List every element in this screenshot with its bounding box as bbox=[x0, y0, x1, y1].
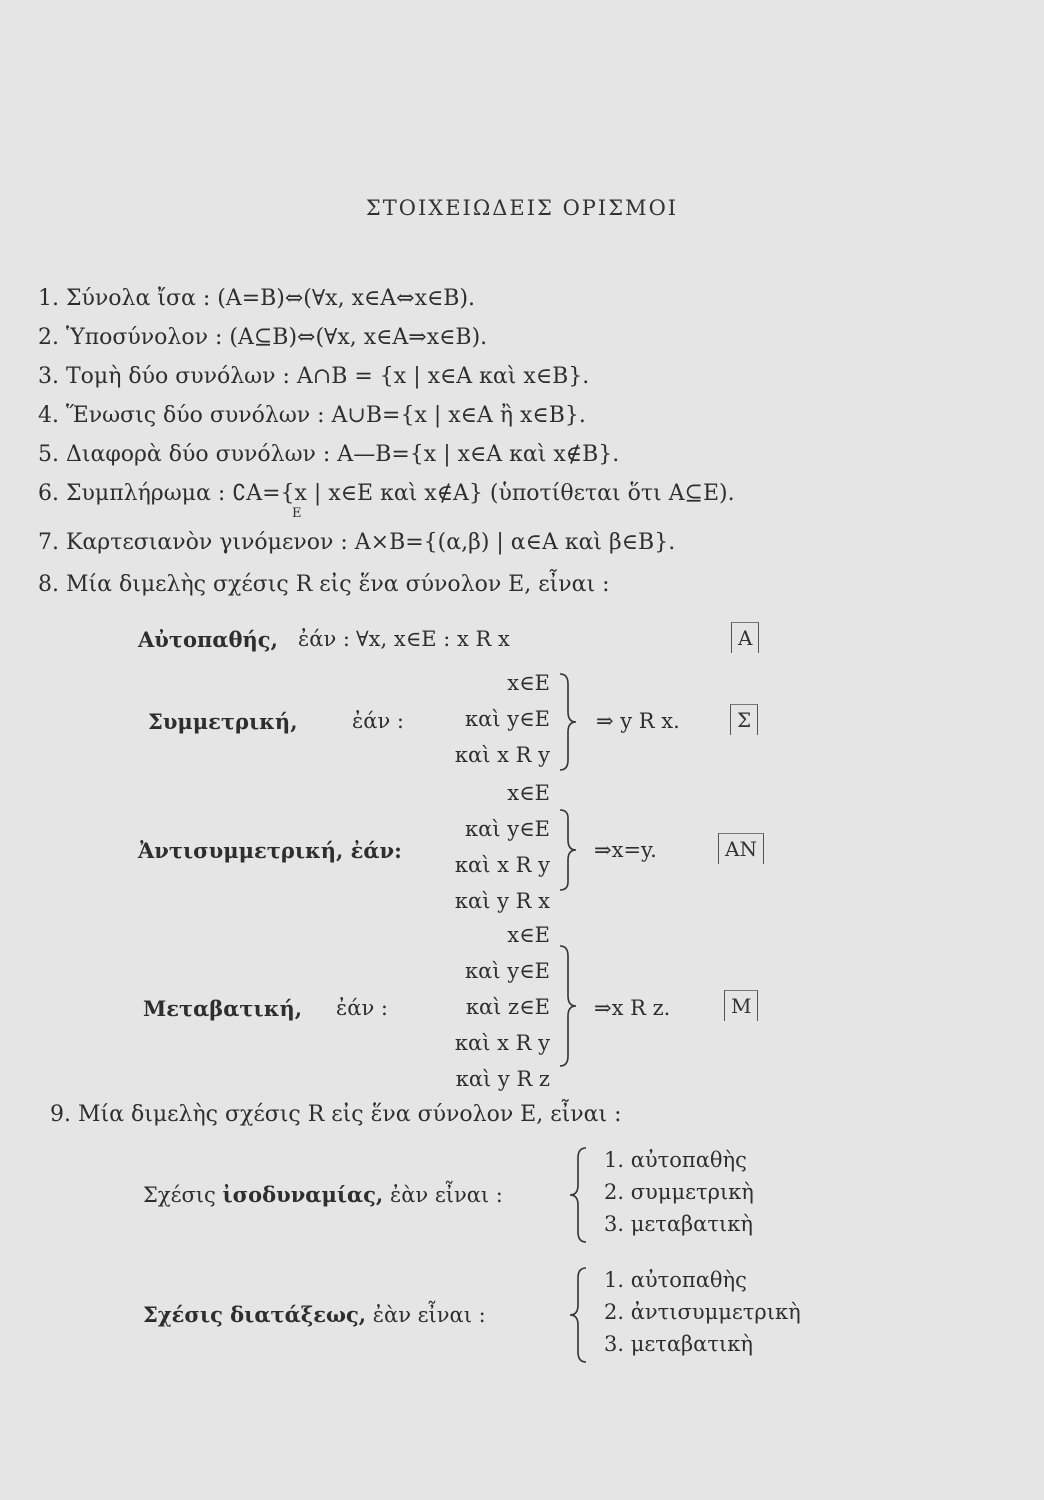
reflexive-condition: ∀x, x∈Ε : x R x bbox=[356, 627, 510, 651]
complement-subscript: Ε bbox=[292, 506, 302, 521]
equivalence-label-pre: Σχέσις bbox=[143, 1183, 216, 1207]
antisymmetric-label: Ἀντισυμμετρική, ἐάν: bbox=[138, 838, 402, 863]
equivalence-list bbox=[604, 1144, 754, 1240]
condition-line: x∈Ε bbox=[507, 781, 550, 805]
order-label bbox=[143, 1302, 486, 1327]
transitive-conditions bbox=[420, 917, 550, 1097]
condition-line: x∈Ε bbox=[507, 671, 550, 695]
right-brace-icon bbox=[556, 808, 580, 892]
list-item: 2. συμμετρικὴ bbox=[604, 1180, 754, 1204]
condition-line: καὶ y∈Ε bbox=[465, 959, 550, 983]
transitive-label: Μεταβατική, bbox=[143, 996, 303, 1021]
definition-4: 4. Ἕνωσις δύο συνόλων : Α∪Β={x | x∈Α ἢ x∈Β}. bbox=[38, 403, 586, 428]
left-brace-icon bbox=[566, 1146, 590, 1244]
definition-3: 3. Τομὴ δύο συνόλων : Α∩Β = {x | x∈Α καὶ x∈Β}. bbox=[38, 364, 590, 389]
list-item: 3. μεταβατικὴ bbox=[604, 1212, 753, 1236]
reflexive-label: Αὐτοπαθής, bbox=[138, 627, 278, 652]
antisymmetric-result: ⇒x=y. bbox=[594, 838, 657, 862]
reflexive-if: ἐάν : bbox=[298, 627, 350, 651]
condition-line: καὶ y R x bbox=[454, 889, 550, 913]
symmetric-label: Συμμετρική, bbox=[148, 709, 298, 734]
right-brace-icon bbox=[556, 672, 580, 772]
condition-line: x∈Ε bbox=[507, 923, 550, 947]
equivalence-label-post: ἐὰν εἶναι : bbox=[389, 1183, 503, 1207]
condition-line: καὶ y∈Ε bbox=[465, 817, 550, 841]
list-item: 1. αὐτοπαθὴς bbox=[604, 1268, 747, 1292]
definition-8: 8. Μία διμελὴς σχέσις R εἰς ἕνα σύνολον Ε, εἶναι : bbox=[38, 572, 610, 597]
order-label-post: ἐὰν εἶναι : bbox=[372, 1303, 486, 1327]
equivalence-label bbox=[143, 1182, 503, 1207]
order-label-bold: Σχέσις διατάξεως, bbox=[143, 1302, 367, 1327]
order-list bbox=[604, 1264, 801, 1360]
condition-line: καὶ x R y bbox=[454, 743, 550, 767]
symmetric-if: ἐάν : bbox=[352, 709, 404, 733]
transitive-if: ἐάν : bbox=[336, 996, 388, 1020]
definition-7: 7. Καρτεσιανὸν γινόμενον : Α×Β={(α,β) | α∈Α καὶ β∈Β}. bbox=[38, 530, 676, 555]
page-title: ΣΤΟΙΧΕΙΩΔΕΙΣ ΟΡΙΣΜΟΙ bbox=[365, 196, 679, 220]
definition-9: 9. Μία διμελὴς σχέσις R εἰς ἕνα σύνολον Ε, εἶναι : bbox=[50, 1102, 622, 1127]
symmetric-badge: Σ bbox=[730, 704, 758, 735]
transitive-badge: Μ bbox=[724, 990, 758, 1021]
antisymmetric-badge: ΑΝ bbox=[718, 833, 764, 864]
list-item: 3. μεταβατικὴ bbox=[604, 1332, 753, 1356]
definition-6: 6. Συμπλήρωμα : ∁Α={x | x∈Ε καὶ x∉Α} (ὑποτίθεται ὅτι Α⊆Ε). bbox=[38, 481, 735, 506]
condition-line: καὶ x R y bbox=[454, 1031, 550, 1055]
condition-line: καὶ y∈Ε bbox=[465, 707, 550, 731]
list-item: 1. αὐτοπαθὴς bbox=[604, 1148, 747, 1172]
definition-1: 1. Σύνολα ἴσα : (Α=Β)⇔(∀x, x∈Α⇔x∈Β). bbox=[38, 286, 476, 311]
list-item: 2. ἀντισυμμετρικὴ bbox=[604, 1300, 801, 1324]
definition-2: 2. Ὑποσύνολον : (Α⊆Β)⇔(∀x, x∈Α⇒x∈Β). bbox=[38, 325, 488, 350]
condition-line: καὶ y R z bbox=[455, 1067, 550, 1091]
reflexive-badge: Α bbox=[731, 622, 759, 653]
condition-line: καὶ z∈Ε bbox=[465, 995, 550, 1019]
symmetric-result: ⇒ y R x. bbox=[596, 709, 680, 733]
left-brace-icon bbox=[566, 1266, 590, 1364]
equivalence-label-bold: ἰσοδυναμίας, bbox=[222, 1182, 384, 1207]
symmetric-conditions bbox=[420, 665, 550, 773]
condition-line: καὶ x R y bbox=[454, 853, 550, 877]
definition-5: 5. Διαφορὰ δύο συνόλων : Α—Β={x | x∈Α καὶ x∉Β}. bbox=[38, 442, 620, 467]
right-brace-icon bbox=[556, 944, 580, 1068]
antisymmetric-conditions bbox=[420, 775, 550, 919]
transitive-result: ⇒x R z. bbox=[594, 996, 671, 1020]
